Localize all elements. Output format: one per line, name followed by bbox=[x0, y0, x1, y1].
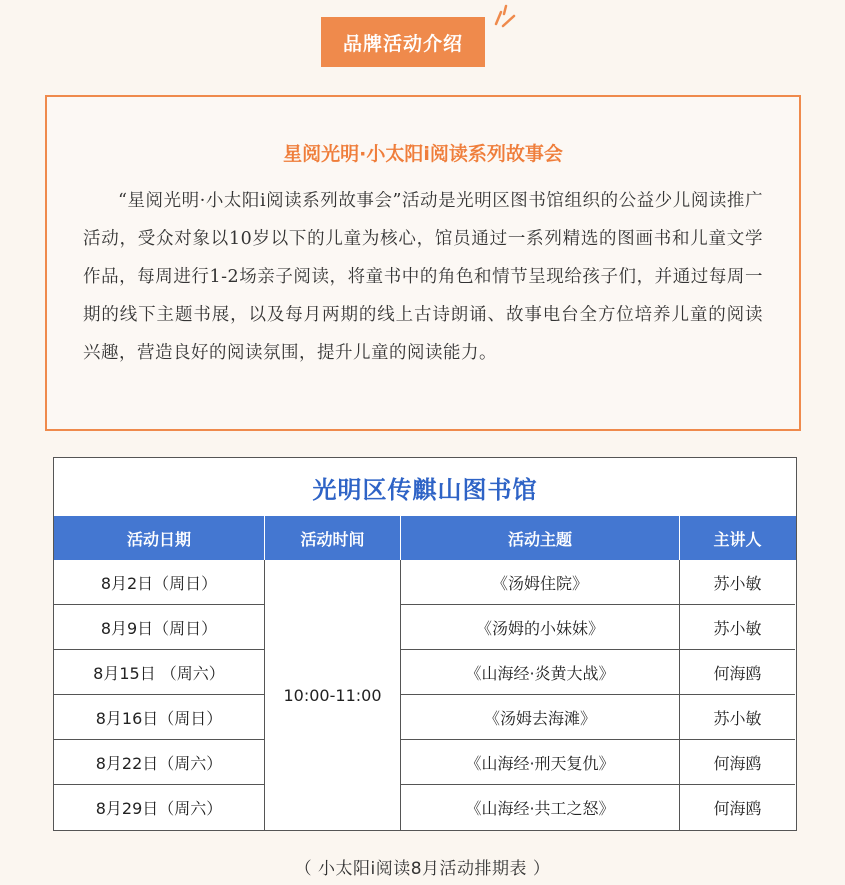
schedule-table bbox=[53, 457, 797, 831]
row-topic: 《汤姆的小妹妹》 bbox=[401, 605, 680, 650]
row-date: 8月16日（周日） bbox=[54, 695, 265, 740]
intro-body: “星阅光明·小太阳i阅读系列故事会”活动是光明区图书馆组织的公益少儿阅读推广活动，受众对象以10岁以下的儿童为核心，馆员通过一系列精选的图画书和儿童文学作品，每周进行1-2场亲子阅读，将童书中的角色和情节呈现给孩子们，并通过每周一期的线下主题书展，以及每月两期的线上古诗朗诵、故事电台全方位培养儿童的阅读兴趣，营造良好的阅读氛围，提升儿童的阅读能力。 bbox=[83, 191, 763, 363]
header-speaker: 主讲人 bbox=[713, 529, 762, 549]
table-row bbox=[54, 695, 795, 740]
intro-title: 星阅光明·小太阳i阅读系列故事会 bbox=[283, 143, 563, 165]
table-caption: （ 小太阳i阅读8月活动排期表 ） bbox=[294, 859, 551, 879]
intro-box bbox=[45, 95, 801, 431]
row-topic: 《汤姆住院》 bbox=[401, 560, 680, 605]
row-speaker: 何海鸥 bbox=[680, 740, 795, 785]
row-topic: 《汤姆去海滩》 bbox=[401, 695, 680, 740]
sparkle-icon bbox=[492, 2, 522, 28]
table-row bbox=[54, 560, 795, 605]
table-row bbox=[54, 605, 795, 650]
row-topic: 《山海经·炎黄大战》 bbox=[401, 650, 680, 695]
table-row bbox=[54, 740, 795, 785]
row-date: 8月15日 （周六） bbox=[54, 650, 265, 695]
row-speaker: 苏小敏 bbox=[680, 605, 795, 650]
row-speaker: 何海鸥 bbox=[713, 799, 762, 818]
header-time: 活动时间 bbox=[265, 516, 401, 560]
table-title: 光明区传麒山图书馆 bbox=[312, 475, 538, 504]
row-topic: 《山海经·刑天复仇》 bbox=[401, 740, 680, 785]
row-date: 8月22日（周六） bbox=[54, 740, 265, 785]
table-row bbox=[54, 785, 795, 830]
row-speaker: 苏小敏 bbox=[680, 560, 795, 605]
table-header bbox=[54, 516, 796, 560]
row-topic: 《山海经·共工之怒》 bbox=[401, 785, 680, 830]
table-row bbox=[54, 650, 795, 695]
row-date: 8月2日（周日） bbox=[54, 560, 265, 605]
row-date: 8月29日（周六） bbox=[54, 785, 265, 830]
row-speaker: 苏小敏 bbox=[680, 695, 795, 740]
activity-time: 10:00-11:00 bbox=[265, 560, 401, 830]
table-body bbox=[54, 560, 796, 830]
section-tag: 品牌活动介绍 bbox=[321, 17, 485, 67]
header-date: 活动日期 bbox=[54, 516, 265, 560]
row-speaker: 何海鸥 bbox=[680, 650, 795, 695]
header-topic: 活动主题 bbox=[401, 516, 680, 560]
row-date: 8月9日（周日） bbox=[54, 605, 265, 650]
